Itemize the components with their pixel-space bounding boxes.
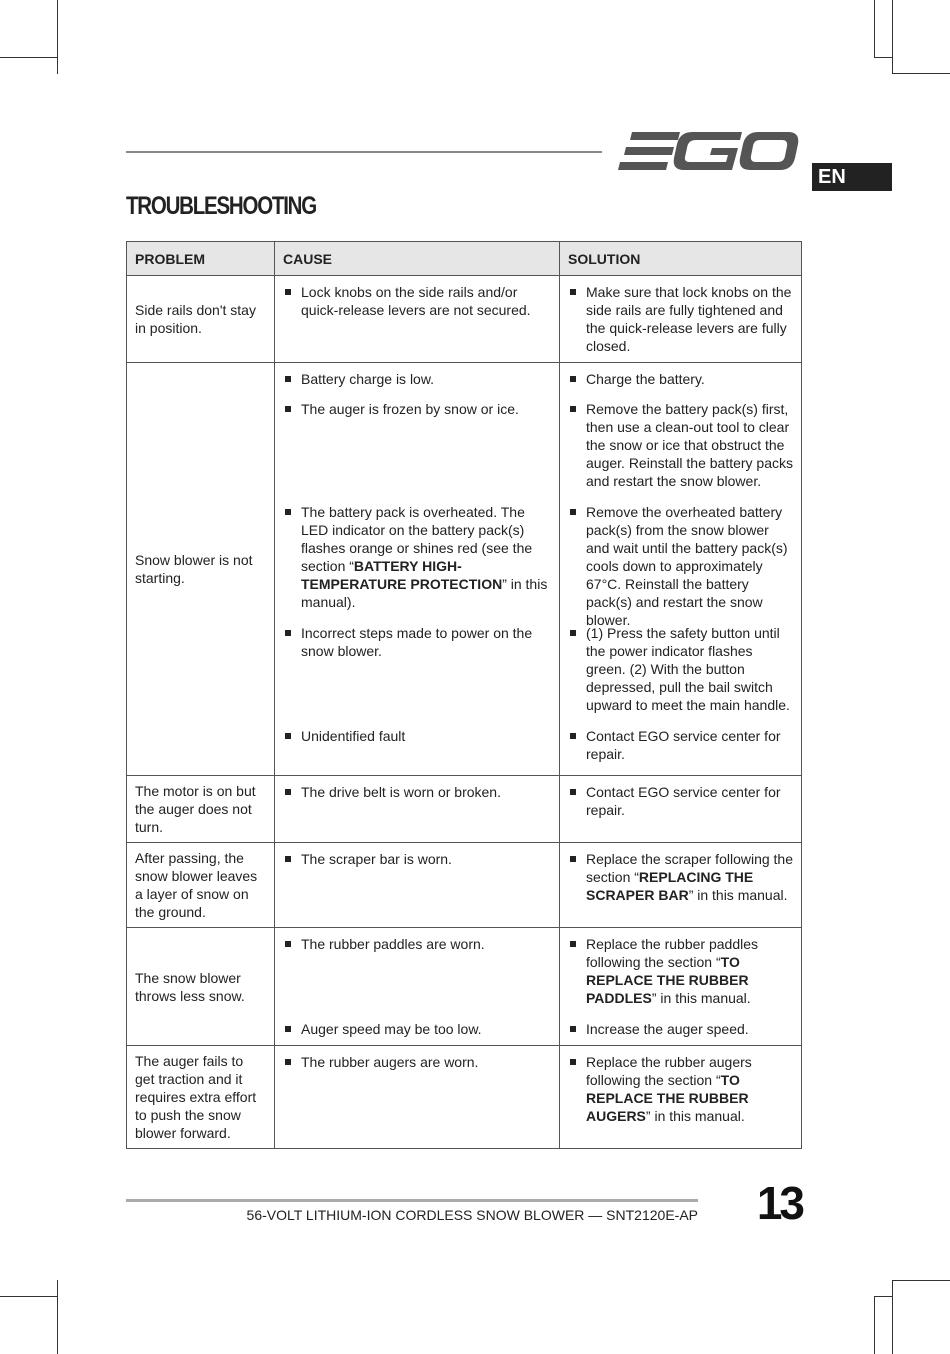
table-row bbox=[127, 928, 802, 1046]
footer-product-title: 56-VOLT LITHIUM-ION CORDLESS SNOW BLOWER — SNT2120E-AP bbox=[246, 1207, 698, 1223]
troubleshooting-table bbox=[126, 241, 802, 1149]
cause-item: Battery charge is low. bbox=[283, 370, 551, 400]
problem-cell: Side rails don't stay in position. bbox=[127, 276, 275, 363]
footer-rule bbox=[126, 1199, 698, 1202]
solution-item: Increase the auger speed. bbox=[568, 1020, 793, 1038]
solution-item: Contact EGO service center for repair. bbox=[568, 727, 793, 763]
table-row bbox=[127, 843, 802, 928]
bullet-icon bbox=[570, 941, 576, 947]
cause-item: Lock knobs on the side rails and/or quick-release levers are not secured. bbox=[283, 283, 551, 319]
solution-item: Remove the overheated battery pack(s) from the snow blower and wait until the battery pack(s) cools down to approximately 67°C. Reinstall the battery pack(s) and restart the snow blower. bbox=[568, 503, 793, 624]
crop-mark bbox=[57, 0, 58, 74]
table-row bbox=[127, 276, 802, 363]
bullet-icon bbox=[570, 856, 576, 862]
bullet-icon bbox=[570, 1026, 576, 1032]
ego-logo bbox=[618, 128, 800, 174]
solution-item: Remove the battery pack(s) first, then use a clean-out tool to clear the snow or ice that obstruct the auger. Reinstall the battery packs and restart the snow blower. bbox=[568, 400, 793, 503]
cause-cell bbox=[275, 843, 560, 928]
solution-item: Contact EGO service center for repair. bbox=[568, 783, 793, 819]
table-header-row bbox=[127, 242, 802, 276]
solution-cell bbox=[560, 363, 802, 776]
problem-cell: The motor is on but the auger does not turn. bbox=[127, 776, 275, 843]
bullet-icon bbox=[570, 630, 576, 636]
problem-cell: The snow blower throws less snow. bbox=[127, 928, 275, 1046]
solution-item: Charge the battery. bbox=[568, 370, 793, 400]
bullet-icon bbox=[570, 733, 576, 739]
bullet-icon bbox=[285, 1059, 291, 1065]
bullet-icon bbox=[285, 289, 291, 295]
crop-mark bbox=[0, 57, 57, 58]
cause-item: Auger speed may be too low. bbox=[283, 1020, 551, 1038]
table-row bbox=[127, 363, 802, 776]
crop-mark bbox=[874, 0, 875, 58]
bullet-icon bbox=[570, 406, 576, 412]
cause-item: The scraper bar is worn. bbox=[283, 850, 551, 868]
crop-mark bbox=[892, 1280, 950, 1281]
solution-item: Replace the scraper following the section “REPLACING THE SCRAPER BAR” in this manual. bbox=[568, 850, 793, 904]
cause-cell bbox=[275, 276, 560, 363]
solution-cell bbox=[560, 276, 802, 363]
crop-mark bbox=[874, 1296, 875, 1354]
bullet-icon bbox=[285, 376, 291, 382]
cause-item: The auger is frozen by snow or ice. bbox=[283, 400, 551, 503]
page-title: TROUBLESHOOTING bbox=[126, 192, 316, 220]
cause-cell bbox=[275, 776, 560, 843]
table-row bbox=[127, 776, 802, 843]
cause-item: The rubber augers are worn. bbox=[283, 1053, 551, 1071]
cause-cell bbox=[275, 363, 560, 776]
solution-item: Replace the rubber paddles following the section “TO REPLACE THE RUBBER PADDLES” in this manual. bbox=[568, 935, 793, 1020]
bullet-icon bbox=[570, 376, 576, 382]
crop-mark bbox=[874, 57, 892, 58]
bullet-icon bbox=[285, 509, 291, 515]
cause-item: The battery pack is overheated. The LED indicator on the battery pack(s) flashes orange or shines red (see the section “BATTERY HIGH-TEMPERATURE PROTECTION” in this manual). bbox=[283, 503, 551, 624]
solution-item: Replace the rubber augers following the section “TO REPLACE THE RUBBER AUGERS” in this manual. bbox=[568, 1053, 793, 1125]
solution-item: (1) Press the safety button until the power indicator flashes green. (2) With the button depressed, pull the bail switch upward to meet the main handle. bbox=[568, 624, 793, 727]
problem-cell: The auger fails to get traction and it requires extra effort to push the snow blower forward. bbox=[127, 1046, 275, 1149]
problem-cell: Snow blower is not starting. bbox=[127, 363, 275, 776]
cause-item: The rubber paddles are worn. bbox=[283, 935, 551, 1020]
bullet-icon bbox=[570, 509, 576, 515]
bullet-icon bbox=[285, 630, 291, 636]
language-tab: EN bbox=[812, 163, 892, 191]
bullet-icon bbox=[285, 856, 291, 862]
cause-cell bbox=[275, 1046, 560, 1149]
crop-mark bbox=[0, 1296, 57, 1297]
crop-mark bbox=[892, 0, 893, 74]
solution-item: Make sure that lock knobs on the side rails are fully tightened and the quick-release levers are fully closed. bbox=[568, 283, 793, 355]
bullet-icon bbox=[570, 289, 576, 295]
table-row bbox=[127, 1046, 802, 1149]
solution-cell bbox=[560, 843, 802, 928]
solution-cell bbox=[560, 1046, 802, 1149]
crop-mark bbox=[892, 73, 950, 74]
cause-cell bbox=[275, 928, 560, 1046]
solution-cell bbox=[560, 928, 802, 1046]
cause-item: Incorrect steps made to power on the snow blower. bbox=[283, 624, 551, 727]
crop-mark bbox=[874, 1296, 892, 1297]
crop-mark bbox=[57, 1280, 58, 1354]
problem-cell: After passing, the snow blower leaves a layer of snow on the ground. bbox=[127, 843, 275, 928]
bullet-icon bbox=[570, 1059, 576, 1065]
bullet-icon bbox=[285, 406, 291, 412]
bullet-icon bbox=[285, 733, 291, 739]
header-cause: CAUSE bbox=[275, 242, 560, 276]
solution-cell bbox=[560, 776, 802, 843]
bullet-icon bbox=[570, 789, 576, 795]
header-problem: PROBLEM bbox=[127, 242, 275, 276]
bullet-icon bbox=[285, 789, 291, 795]
cause-item: The drive belt is worn or broken. bbox=[283, 783, 551, 801]
header-solution: SOLUTION bbox=[560, 242, 802, 276]
bullet-icon bbox=[285, 941, 291, 947]
crop-mark bbox=[892, 1280, 893, 1354]
header-rule bbox=[126, 151, 602, 153]
cause-item: Unidentified fault bbox=[283, 727, 551, 745]
bullet-icon bbox=[285, 1026, 291, 1032]
page-number: 13 bbox=[756, 1177, 802, 1229]
